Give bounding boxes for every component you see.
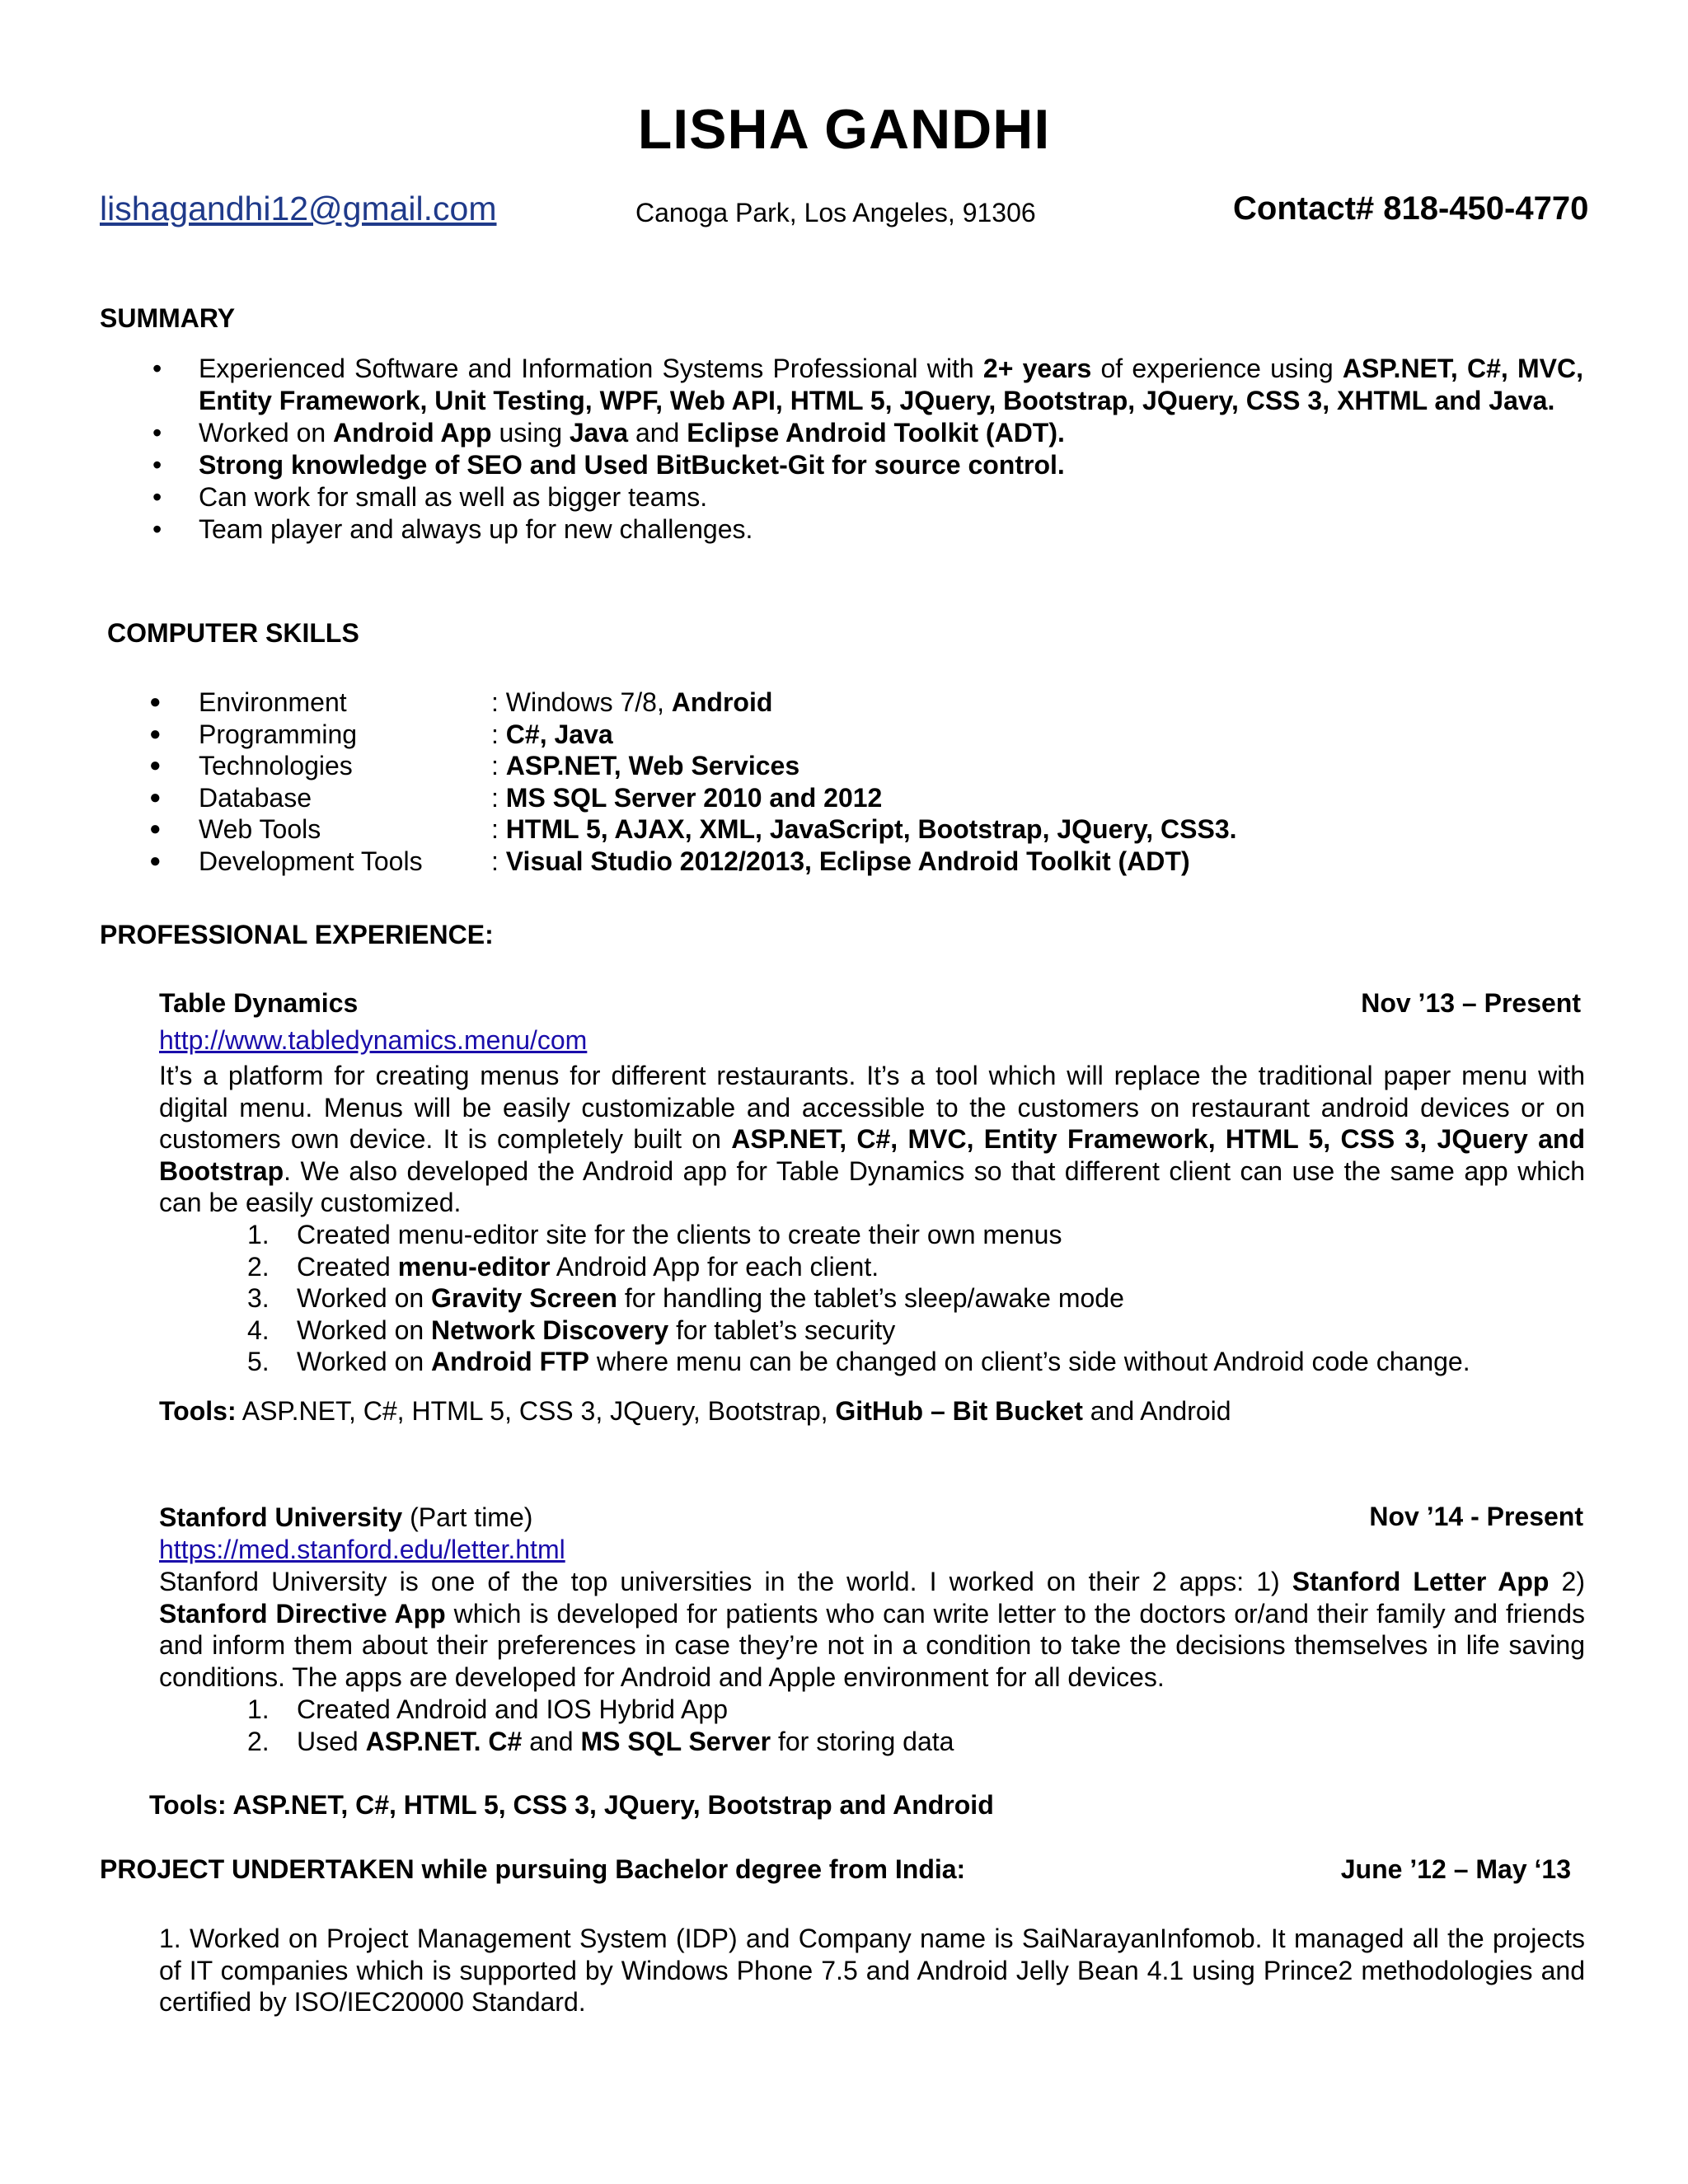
summary-item: • Team player and always up for new challenges.: [152, 514, 753, 544]
job-dates: Nov ’14 - Present: [1369, 1502, 1583, 1531]
summary-item: • Worked on Android App using Java and Eclipse Android Toolkit (ADT).: [152, 418, 1065, 448]
project-dates: June ’12 – May ‘13: [1340, 1854, 1571, 1884]
summary-item: • Experienced Software and Information Systems Professional with 2+ years of experience using ASP.NET, C#, MVC, Entity Framework, Unit Testing, WPF, Web API, HTML 5, JQuery, Bootstrap, JQuery, CSS 3, XHTML and Java.: [152, 354, 1584, 415]
job-task-list: [247, 1219, 1566, 1378]
skill-row: ● Technologies : ASP.NET, Web Services: [149, 751, 800, 781]
skill-row: ● Programming : C#, Java: [149, 719, 613, 749]
skills-list: [149, 687, 1468, 878]
job-company: Stanford University (Part time): [159, 1502, 533, 1532]
list-item: 1. Created menu-editor site for the clients to create their own menus: [247, 1220, 1062, 1249]
job-description: It’s a platform for creating menus for different restaurants. It’s a tool which will replace the traditional paper menu with digital menu. Menus will be easily customizable and accessible to the customers on restaurant android devices or on customers own device. It is completely built on ASP.NET, C#, MVC, Entity Framework, HTML 5, CSS 3, JQuery and Bootstrap. We also developed the Android app for Table Dynamics so that different client can use the same app which can be easily customized.: [159, 1061, 1586, 1217]
bullet-icon: •: [152, 354, 162, 383]
job-tools: Tools: ASP.NET, C#, HTML 5, CSS 3, JQuery, Bootstrap and Android: [149, 1790, 994, 1820]
bullet-icon: •: [152, 450, 162, 480]
contact-number: Contact# 818-450-4770: [1233, 190, 1589, 227]
bullet-icon: ●: [149, 722, 162, 745]
list-item: 1. Created Android and IOS Hybrid App: [247, 1694, 728, 1724]
job-company: Table Dynamics: [159, 988, 359, 1018]
list-item: 2. Used ASP.NET. C# and MS SQL Server for storing data: [247, 1726, 954, 1756]
experience-heading: PROFESSIONAL EXPERIENCE:: [100, 920, 494, 949]
job-tools: Tools: ASP.NET, C#, HTML 5, CSS 3, JQuery, Bootstrap, GitHub – Bit Bucket and Android: [159, 1396, 1231, 1426]
bullet-icon: •: [152, 514, 162, 544]
summary-item: • Can work for small as well as bigger teams.: [152, 482, 708, 512]
bullet-icon: ●: [149, 754, 162, 777]
summary-heading: SUMMARY: [100, 303, 236, 333]
list-item: 5. Worked on Android FTP where menu can be changed on client’s side without Android code change.: [247, 1347, 1470, 1376]
bullet-icon: ●: [149, 849, 162, 872]
skills-heading: COMPUTER SKILLS: [107, 618, 359, 648]
list-item: 4. Worked on Network Discovery for tablet’s security: [247, 1315, 896, 1345]
bullet-icon: •: [152, 482, 162, 512]
skill-row: ● Development Tools : Visual Studio 2012/2013, Eclipse Android Toolkit (ADT): [149, 846, 1190, 876]
project-description: 1. Worked on Project Management System (IDP) and Company name is SaiNarayanInfomob. It managed all the projects of IT companies which is supported by Windows Phone 7.5 and Android Jelly Bean 4.1 using Prince2 methodologies and certified by ISO/IEC20000 Standard.: [159, 1924, 1585, 2017]
list-item: 2. Created menu-editor Android App for each client.: [247, 1251, 879, 1282]
skill-row: ● Environment : Windows 7/8, Android: [149, 687, 773, 717]
email-link[interactable]: lishagandhi12@gmail.com: [100, 190, 497, 227]
summary-item: • Strong knowledge of SEO and Used BitBucket-Git for source control.: [152, 450, 1065, 480]
job-description: Stanford University is one of the top universities in the world. I worked on their 2 apps: 1) Stanford Letter App 2) Stanford Directive App which is developed for patients who can write letter to the doctors or/and their family and friends and inform them about their preferences in case they’re not in a condition to take the decisions themselves in life saving conditions. The apps are developed for Android and Apple environment for all devices.: [159, 1567, 1586, 1692]
bullet-icon: ●: [149, 691, 162, 713]
list-item: 3. Worked on Gravity Screen for handling the tablet’s sleep/awake mode: [247, 1283, 1124, 1313]
skill-row: ● Web Tools : HTML 5, AJAX, XML, JavaScript, Bootstrap, JQuery, CSS3.: [149, 814, 1237, 845]
candidate-name: LISHA GANDHI: [637, 98, 1051, 161]
job-task-list: [247, 1694, 1566, 1757]
address: Canoga Park, Los Angeles, 91306: [635, 198, 1036, 227]
bullet-icon: ●: [149, 785, 162, 808]
bullet-icon: ●: [149, 818, 162, 841]
summary-list: [149, 353, 1583, 546]
skill-row: ● Database : MS SQL Server 2010 and 2012: [149, 782, 883, 813]
bullet-icon: •: [152, 418, 162, 448]
job-dates: Nov ’13 – Present: [1361, 988, 1581, 1018]
job-url-link[interactable]: http://www.tabledynamics.menu/com: [159, 1025, 588, 1055]
project-heading: PROJECT UNDERTAKEN while pursuing Bachelor degree from India:: [100, 1854, 966, 1884]
job-url-link[interactable]: https://med.stanford.edu/letter.html: [159, 1535, 565, 1564]
